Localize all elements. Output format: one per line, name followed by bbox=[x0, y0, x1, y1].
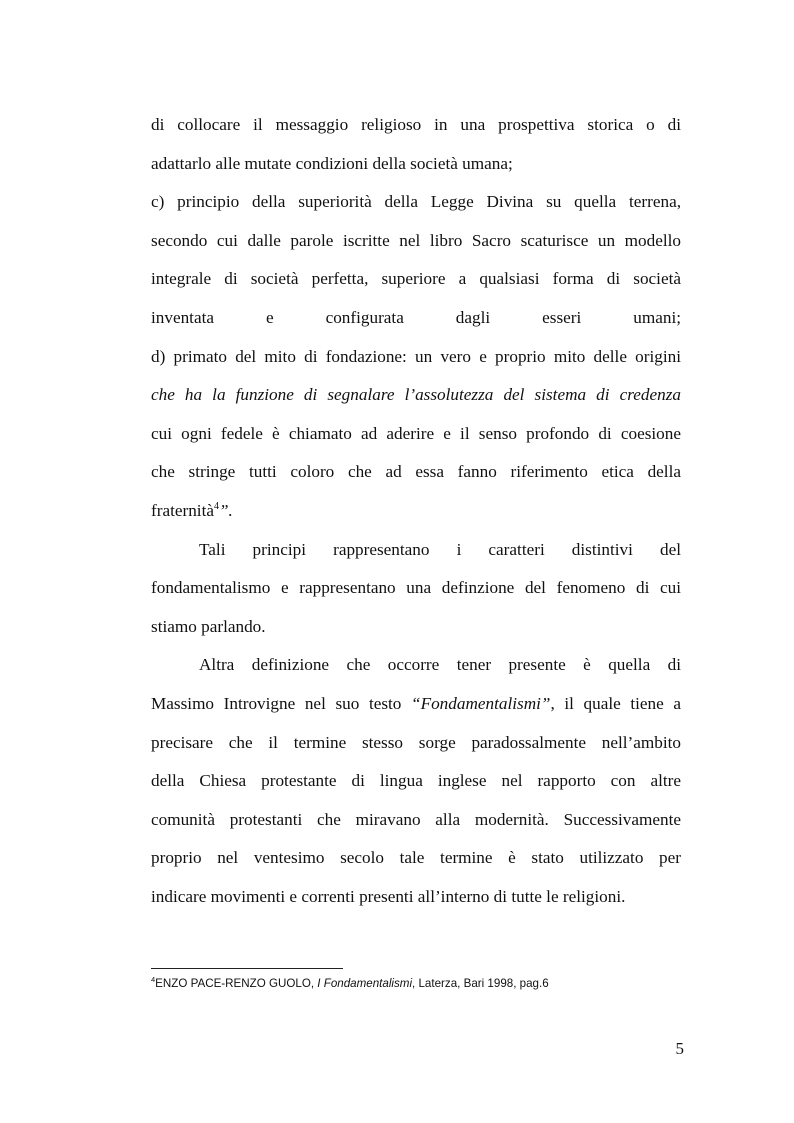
text-line: cui ogni fedele è chiamato ad aderire e il senso profondo di coesione bbox=[151, 423, 681, 443]
text-line: della Chiesa protestante di lingua inglese nel rapporto con altre bbox=[151, 771, 681, 791]
text-line: indicare movimenti e correnti presenti all’interno di tutte le religioni. bbox=[151, 886, 626, 906]
book-title: “Fondamentalismi” bbox=[411, 693, 551, 713]
text-line bbox=[151, 492, 681, 531]
text-fragment: Massimo Introvigne nel suo testo bbox=[151, 693, 412, 713]
text-line: fondamentalismo e rappresentano una definzione del fenomeno di cui bbox=[151, 578, 681, 598]
text-line: comunità protestanti che miravano alla modernità. Successivamente bbox=[151, 809, 681, 829]
footnote-title: I Fondamentalismi bbox=[317, 977, 413, 990]
text-line: Tali principi rappresentano i caratteri distintivi del bbox=[199, 539, 681, 559]
footnote-reference[interactable]: 4 bbox=[213, 500, 219, 512]
text-line: adattarlo alle mutate condizioni della società umana; bbox=[151, 153, 513, 173]
text-line: inventata e configurata dagli esseri umani; bbox=[151, 307, 681, 327]
text-line: stiamo parlando. bbox=[151, 616, 266, 636]
text-line: di collocare il messaggio religioso in una prospettiva storica o di bbox=[151, 115, 681, 134]
closing-quote: ”. bbox=[218, 500, 233, 520]
text-line: d) primato del mito di fondazione: un vero e proprio mito delle origini bbox=[151, 346, 681, 366]
text-line bbox=[151, 685, 681, 724]
text-fragment: fraternità bbox=[151, 500, 214, 520]
body-text bbox=[151, 106, 681, 916]
text-line: proprio nel ventesimo secolo tale termine è stato utilizzato per bbox=[151, 848, 681, 868]
italic-quote: che ha la funzione di segnalare l’assolutezza del sistema di credenza bbox=[151, 385, 681, 405]
footnote-divider bbox=[151, 968, 343, 969]
text-line bbox=[151, 376, 681, 415]
footnote-details: , Laterza, Bari 1998, pag.6 bbox=[412, 977, 549, 990]
text-line: integrale di società perfetta, superiore a qualsiasi forma di società bbox=[151, 269, 681, 289]
text-line: secondo cui dalle parole iscritte nel libro Sacro scaturisce un modello bbox=[151, 230, 681, 250]
footnote-author: ENZO PACE-RENZO GUOLO, bbox=[155, 977, 318, 990]
text-line: precisare che il termine stesso sorge paradossalmente nell’ambito bbox=[151, 732, 681, 752]
text-line: Altra definizione che occorre tener presente è quella di bbox=[199, 655, 681, 675]
text-fragment: , il quale tiene a bbox=[550, 693, 681, 713]
text-line: che stringe tutti coloro che ad essa fanno riferimento etica della bbox=[151, 462, 681, 482]
footnote bbox=[151, 976, 711, 992]
text-line: c) principio della superiorità della Legge Divina su quella terrena, bbox=[151, 192, 681, 212]
footnote-number: 4 bbox=[151, 975, 156, 984]
page-number: 5 bbox=[675, 1039, 684, 1058]
